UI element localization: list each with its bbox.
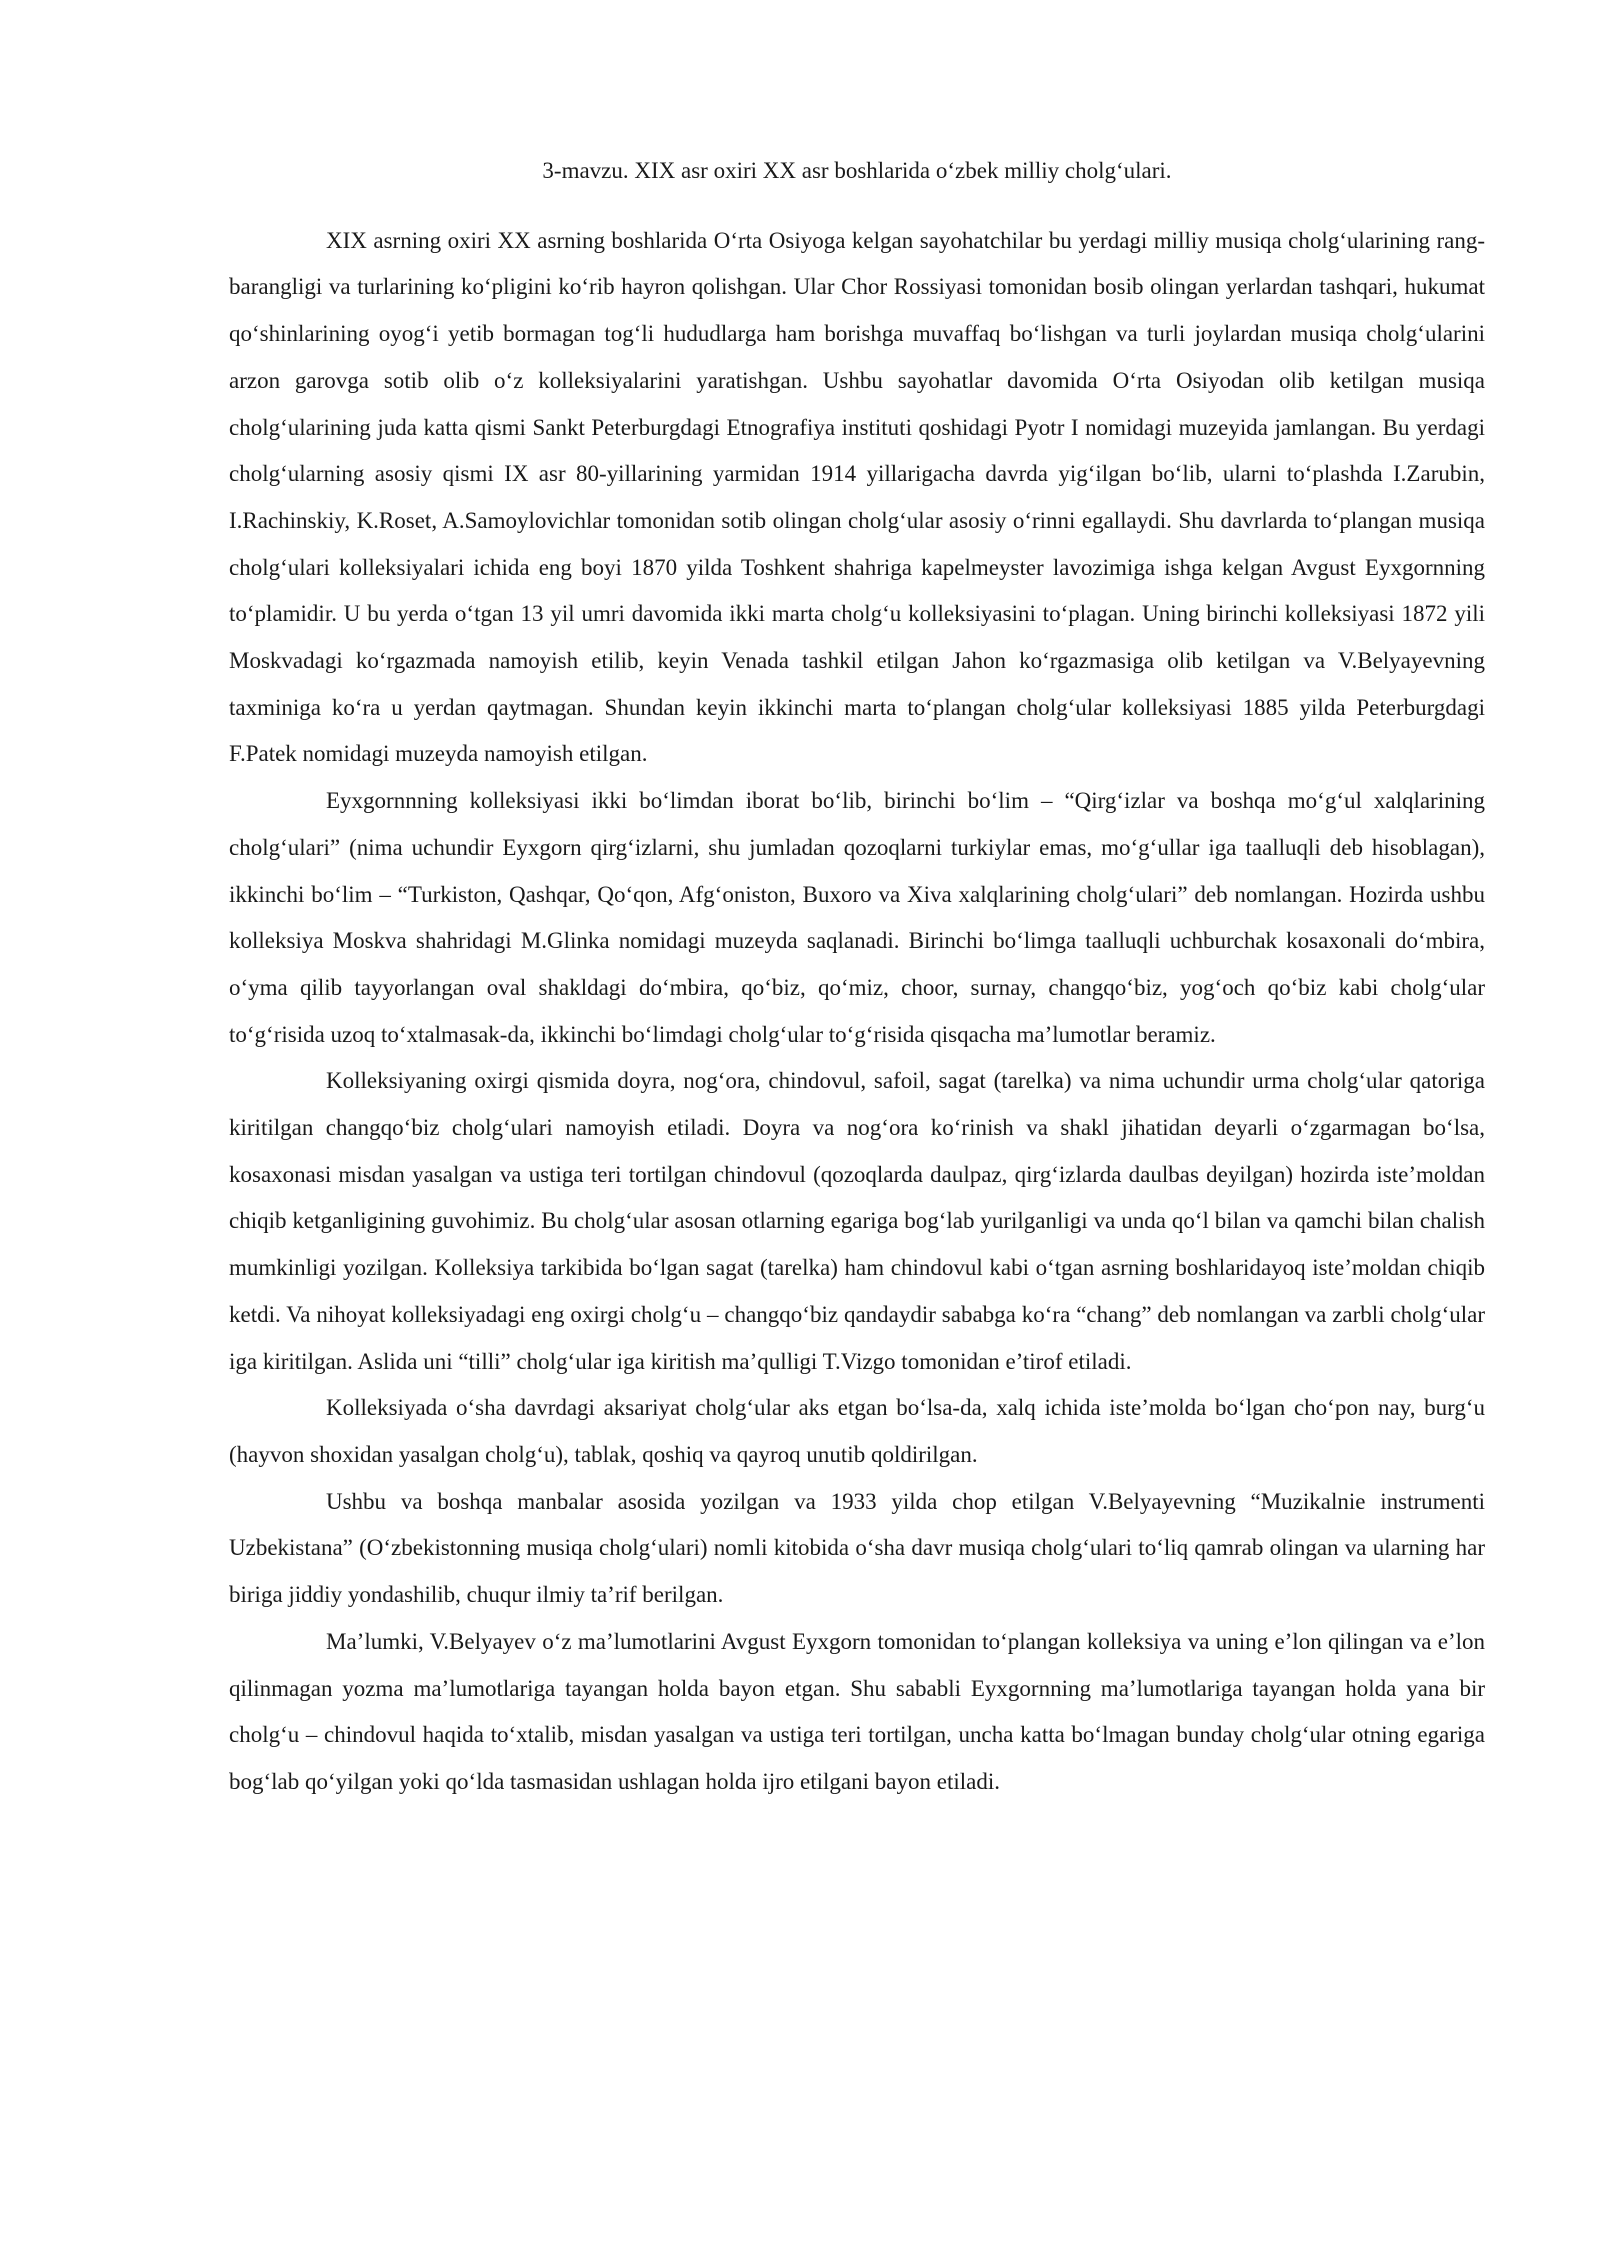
paragraph-4: Kolleksiyada o‘sha davrdagi aksariyat cholg‘ular aks etgan bo‘lsa-da, xalq ichida iste’molda bo‘lgan cho‘pon nay, burg‘u (hayvon shoxidan yasalgan cholg‘u), tablak, qoshiq va qayroq unutib qoldirilgan. <box>229 1395 1485 1467</box>
paragraph-6: Ma’lumki, V.Belyayev o‘z ma’lumotlarini Avgust Eyxgorn tomonidan to‘plangan kolleksiya va uning e’lon qilingan va e’lon qilinmagan yozma ma’lumotlariga tayangan holda bayon etgan. Shu sababli Eyxgornning ma’lumotlariga tayangan holda yana bir cholg‘u – chindovul haqida to‘xtalib, misdan yasalgan va ustiga teri tortilgan, uncha katta bo‘lmagan bunday cholg‘ular otning egariga bog‘lab qo‘yilgan yoki qo‘lda tasmasidan ushlagan holda ijro etilgani bayon etiladi. <box>229 1628 1485 1794</box>
paragraph-3: Kolleksiyaning oxirgi qismida doyra, nog‘ora, chindovul, safoil, sagat (tarelka) va nima uchundir urma cholg‘ular qatoriga kiritilgan changqo‘biz cholg‘ulari namoyish etiladi. Doyra va nog‘ora ko‘rinish va shakl jihatidan deyarli o‘zgarmagan bo‘lsa, kosaxonasi misdan yasalgan va ustiga teri tortilgan chindovul (qozoqlarda daulpaz, qirg‘izlarda daulbas deyilgan) hozirda iste’moldan chiqib ketganligining guvohimiz. Bu cholg‘ular asosan otlarning egariga bog‘lab yurilganligi va unda qo‘l bilan va qamchi bilan chalish mumkinligi yozilgan. Kolleksiya tarkibida bo‘lgan sagat (tarelka) ham chindovul kabi o‘tgan asrning boshlaridayoq iste’moldan chiqib ketdi. Va nihoyat kolleksiyadagi eng oxirgi cholg‘u – changqo‘biz qandaydir sababga ko‘ra “chang” deb nomlangan va zarbli cholg‘ular iga kiritilgan. Aslida uni “tilli” cholg‘ular iga kiritish ma’qulligi T.Vizgo tomonidan e’tirof etiladi. <box>229 1068 1485 1374</box>
paragraph-1: XIX asrning oxiri XX asrning boshlarida O‘rta Osiyoga kelgan sayohatchilar bu yerdagi milliy musiqa cholg‘ularining rang-barangligi va turlarining ko‘pligini ko‘rib hayron qolishgan. Ular Chor Rossiyasi tomonidan bosib olingan yerlardan tashqari, hukumat qo‘shinlarining oyog‘i yetib bormagan tog‘li hududlarga ham borishga muvaffaq bo‘lishgan va turli joylardan musiqa cholg‘ularini arzon garovga sotib olib o‘z kolleksiyalarini yaratishgan. Ushbu sayohatlar davomida O‘rta Osiyodan olib ketilgan musiqa cholg‘ularining juda katta qismi Sankt Peterburgdagi Etnografiya instituti qoshidagi Pyotr I nomidagi muzeyida jamlangan. Bu yerdagi cholg‘ularning asosiy qismi IX asr 80-yillarining yarmidan 1914 yillarigacha davrda yig‘ilgan bo‘lib, ularni to‘plashda I.Zarubin, I.Rachinskiy, K.Roset, A.Samoylovichlar tomonidan sotib olingan cholg‘ular asosiy o‘rinni egallaydi. Shu davrlarda to‘plangan musiqa cholg‘ulari kolleksiyalari ichida eng boyi 1870 yilda Toshkent shahriga kapelmeyster lavozimiga ishga kelgan Avgust Eyxgornning to‘plamidir. U bu yerda o‘tgan 13 yil umri davomida ikki marta cholg‘u kolleksiyasini to‘plagan. Uning birinchi kolleksiyasi 1872 yili Moskvadagi ko‘rgazmada namoyish etilib, keyin Venada tashkil etilgan Jahon ko‘rgazmasiga olib ketilgan va V.Belyayevning taxminiga ko‘ra u yerdan qaytmagan. Shundan keyin ikkinchi marta to‘plangan cholg‘ular kolleksiyasi 1885 yilda Peterburgdagi F.Patek nomidagi muzeyda namoyish etilgan. <box>229 227 1485 767</box>
document-title: 3-mavzu. XIX asr oxiri XX asr boshlarida o‘zbek milliy cholg‘ulari. <box>542 158 1172 183</box>
document-body <box>229 148 1485 1806</box>
paragraph-5: Ushbu va boshqa manbalar asosida yozilgan va 1933 yilda chop etilgan V.Belyayevning “Muzikalnie instrumenti Uzbekistana” (O‘zbekistonning musiqa cholg‘ulari) nomli kitobida o‘sha davr musiqa cholg‘ulari to‘liq qamrab olingan va ularning har biriga jiddiy yondashilib, chuqur ilmiy ta’rif berilgan. <box>229 1488 1485 1608</box>
paragraph-2: Eyxgornnning kolleksiyasi ikki bo‘limdan iborat bo‘lib, birinchi bo‘lim – “Qirg‘izlar va boshqa mo‘g‘ul xalqlarining cholg‘ulari” (nima uchundir Eyxgorn qirg‘izlarni, shu jumladan qozoqlarni turkiylar emas, mo‘g‘ullar iga taalluqli deb hisoblagan), ikkinchi bo‘lim – “Turkiston, Qashqar, Qo‘qon, Afg‘oniston, Buxoro va Xiva xalqlarining cholg‘ulari” deb nomlangan. Hozirda ushbu kolleksiya Moskva shahridagi M.Glinka nomidagi muzeyda saqlanadi. Birinchi bo‘limga taalluqli uchburchak kosaxonali do‘mbira, o‘yma qilib tayyorlangan oval shakldagi do‘mbira, qo‘biz, qo‘miz, choor, surnay, changqo‘biz, yog‘och qo‘biz kabi cholg‘ular to‘g‘risida uzoq to‘xtalmasak-da, ikkinchi bo‘limdagi cholg‘ular to‘g‘risida qisqacha ma’lumotlar beramiz. <box>229 788 1485 1047</box>
